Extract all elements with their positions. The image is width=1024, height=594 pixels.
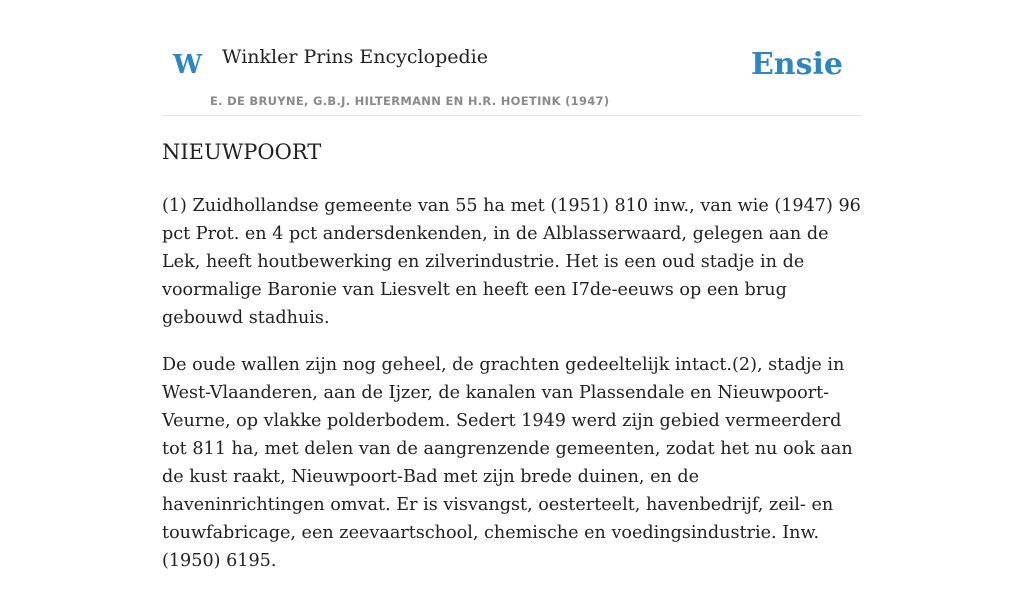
ensie-logo-link[interactable]: Ensie (750, 47, 843, 82)
winkler-prins-logo-icon[interactable]: W (173, 50, 203, 80)
header (162, 0, 862, 116)
authors-line: E. DE BRUYNE, G.B.J. HILTERMANN EN H.R. HOETINK (1947) (210, 94, 610, 108)
entry-title: NIEUWPOORT (162, 140, 322, 164)
page (162, 0, 862, 571)
article-paragraph: (1) Zuidhollandse gemeente van 55 ha met (1951) 810 inw., van wie (1947) 96 pct Prot. en 4 pct andersdenkenden, in de Alblasserwaard, gelegen aan de Lek, heeft houtbewerking en zilverindustrie. Het is een oud stadje in de voormalige Baronie van Liesvelt en heeft een I7de-eeuws op een brug gebouwd stadhuis. (162, 196, 861, 328)
article-body (162, 192, 862, 594)
publication-title[interactable]: Winkler Prins Encyclopedie (222, 46, 488, 68)
article-paragraph: De oude wallen zijn nog geheel, de grachten gedeeltelijk intact.(2), stadje in West-Vlaanderen, aan de Ijzer, de kanalen van Plassendale en Nieuwpoort-Veurne, op vlakke polderbodem. Sedert 1949 werd zijn gebied vermeerderd tot 811 ha, met delen van de aangrenzende gemeenten, zodat het nu ook aan de kust raakt, Nieuwpoort-Bad met zijn brede duinen, en de haveninrichtingen omvat. Er is visvangst, oesterteelt, havenbedrijf, zeil- en touwfabricage, een zeevaartschool, chemische en voedingsindustrie. Inw. (1950) 6195. (162, 355, 853, 571)
